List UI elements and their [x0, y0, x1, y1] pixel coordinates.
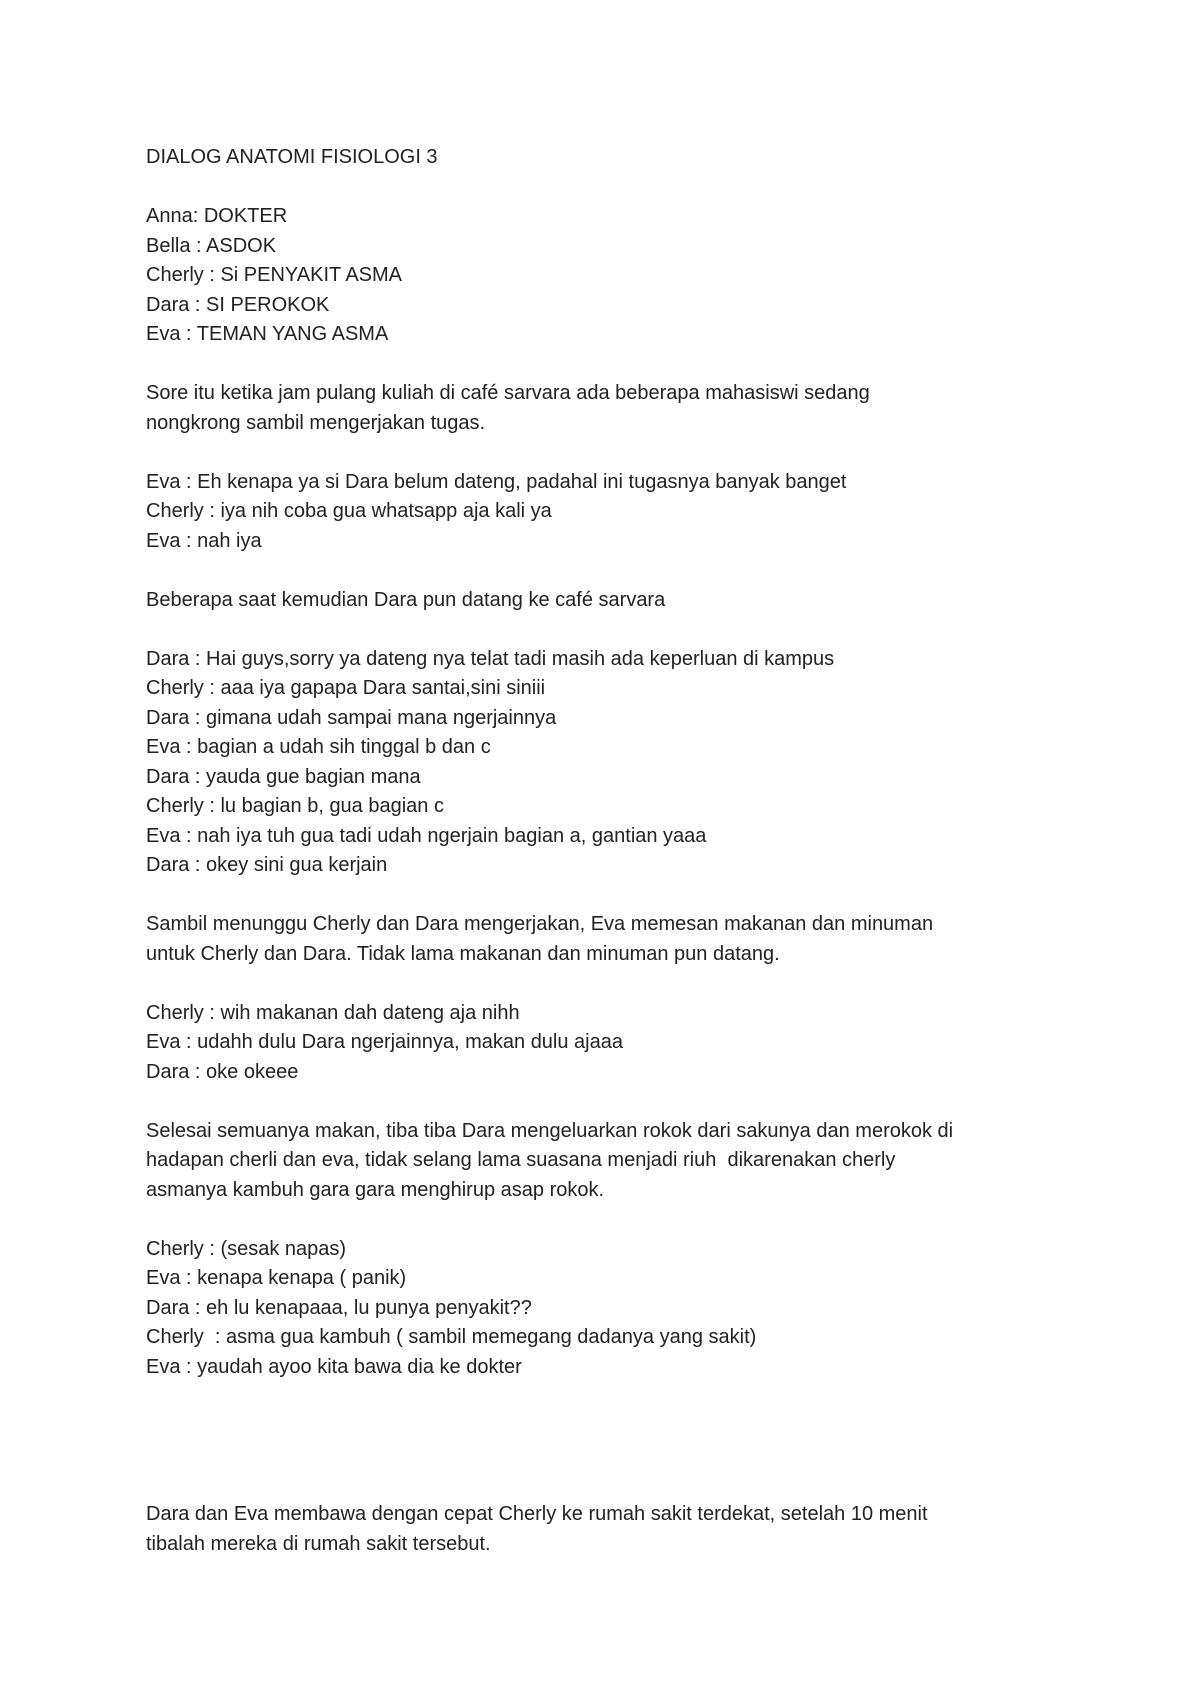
dialog-line: Dara : okey sini gua kerjain — [146, 854, 388, 876]
dialog-line: Dara : Hai guys,sorry ya dateng nya telat tadi masih ada keperluan di kampus — [146, 647, 835, 670]
narration-line: Sore itu ketika jam pulang kuliah di café sarvara ada beberapa mahasiswi sedang — [146, 382, 870, 404]
dialog-section — [146, 999, 1100, 1088]
narration-line: Sambil menunggu Cherly dan Dara mengerjakan, Eva memesan makanan dan minuman — [146, 913, 934, 935]
dialog-line: Dara : eh lu kenapaaa, lu punya penyakit?? — [146, 1296, 532, 1319]
narration-line: Dara dan Eva membawa dengan cepat Cherly ke rumah sakit terdekat, setelah 10 menit — [146, 1503, 928, 1525]
narration-line: nongkrong sambil mengerjakan tugas. — [146, 411, 486, 434]
dialog-line: Cherly : asma gua kambuh ( sambil memegang dadanya yang sakit) — [146, 1326, 757, 1348]
document-title: DIALOG ANATOMI FISIOLOGI 3 — [146, 146, 438, 168]
dialog-line: Eva : yaudah ayoo kita bawa dia ke dokter — [146, 1355, 522, 1378]
narration-paragraph — [146, 910, 1100, 969]
dialog-line: Dara : yauda gue bagian mana — [146, 765, 421, 788]
narration-paragraph — [146, 379, 1100, 438]
narration-line: Selesai semuanya makan, tiba tiba Dara mengeluarkan rokok dari sakunya dan merokok di — [146, 1119, 954, 1142]
dialog-line: Eva : udahh dulu Dara ngerjainnya, makan dulu ajaaa — [146, 1031, 623, 1053]
dialog-line: Eva : bagian a udah sih tinggal b dan c — [146, 736, 491, 758]
narration-line: untuk Cherly dan Dara. Tidak lama makanan dan minuman pun datang. — [146, 942, 780, 965]
narration-paragraph — [146, 1117, 1100, 1206]
narration-paragraph — [146, 1500, 1100, 1559]
narration-line: Beberapa saat kemudian Dara pun datang ke café sarvara — [146, 588, 666, 611]
cast-item: Cherly : Si PENYAKIT ASMA — [146, 264, 403, 286]
document-title-block — [146, 143, 1100, 173]
dialog-line: Eva : nah iya tuh gua tadi udah ngerjain bagian a, gantian yaaa — [146, 824, 707, 847]
cast-list — [146, 202, 1100, 350]
dialog-section — [146, 1235, 1100, 1383]
cast-item: Bella : ASDOK — [146, 234, 277, 257]
dialog-section — [146, 645, 1100, 881]
dialog-line: Dara : oke okeee — [146, 1060, 299, 1083]
narration-line: asmanya kambuh gara gara menghirup asap rokok. — [146, 1178, 605, 1201]
narration-line: hadapan cherli dan eva, tidak selang lama suasana menjadi riuh dikarenakan cherly — [146, 1149, 896, 1171]
dialog-line: Cherly : aaa iya gapapa Dara santai,sini siniii — [146, 677, 546, 699]
cast-item: Eva : TEMAN YANG ASMA — [146, 323, 389, 345]
dialog-line: Eva : kenapa kenapa ( panik) — [146, 1267, 407, 1289]
narration-line: tibalah mereka di rumah sakit tersebut. — [146, 1532, 491, 1555]
narration-paragraph — [146, 586, 1100, 616]
dialog-line: Cherly : iya nih coba gua whatsapp aja kali ya — [146, 500, 552, 522]
dialog-line: Eva : Eh kenapa ya si Dara belum dateng, padahal ini tugasnya banyak banget — [146, 470, 847, 493]
dialog-line: Cherly : wih makanan dah dateng aja nihh — [146, 1001, 520, 1024]
blank-space — [146, 1382, 1100, 1500]
cast-item: Dara : SI PEROKOK — [146, 293, 330, 316]
dialog-line: Cherly : (sesak napas) — [146, 1237, 347, 1260]
dialog-line: Dara : gimana udah sampai mana ngerjainnya — [146, 706, 557, 729]
dialog-section — [146, 468, 1100, 557]
cast-item: Anna: DOKTER — [146, 205, 288, 227]
dialog-line: Cherly : lu bagian b, gua bagian c — [146, 795, 444, 817]
dialog-line: Eva : nah iya — [146, 529, 262, 552]
